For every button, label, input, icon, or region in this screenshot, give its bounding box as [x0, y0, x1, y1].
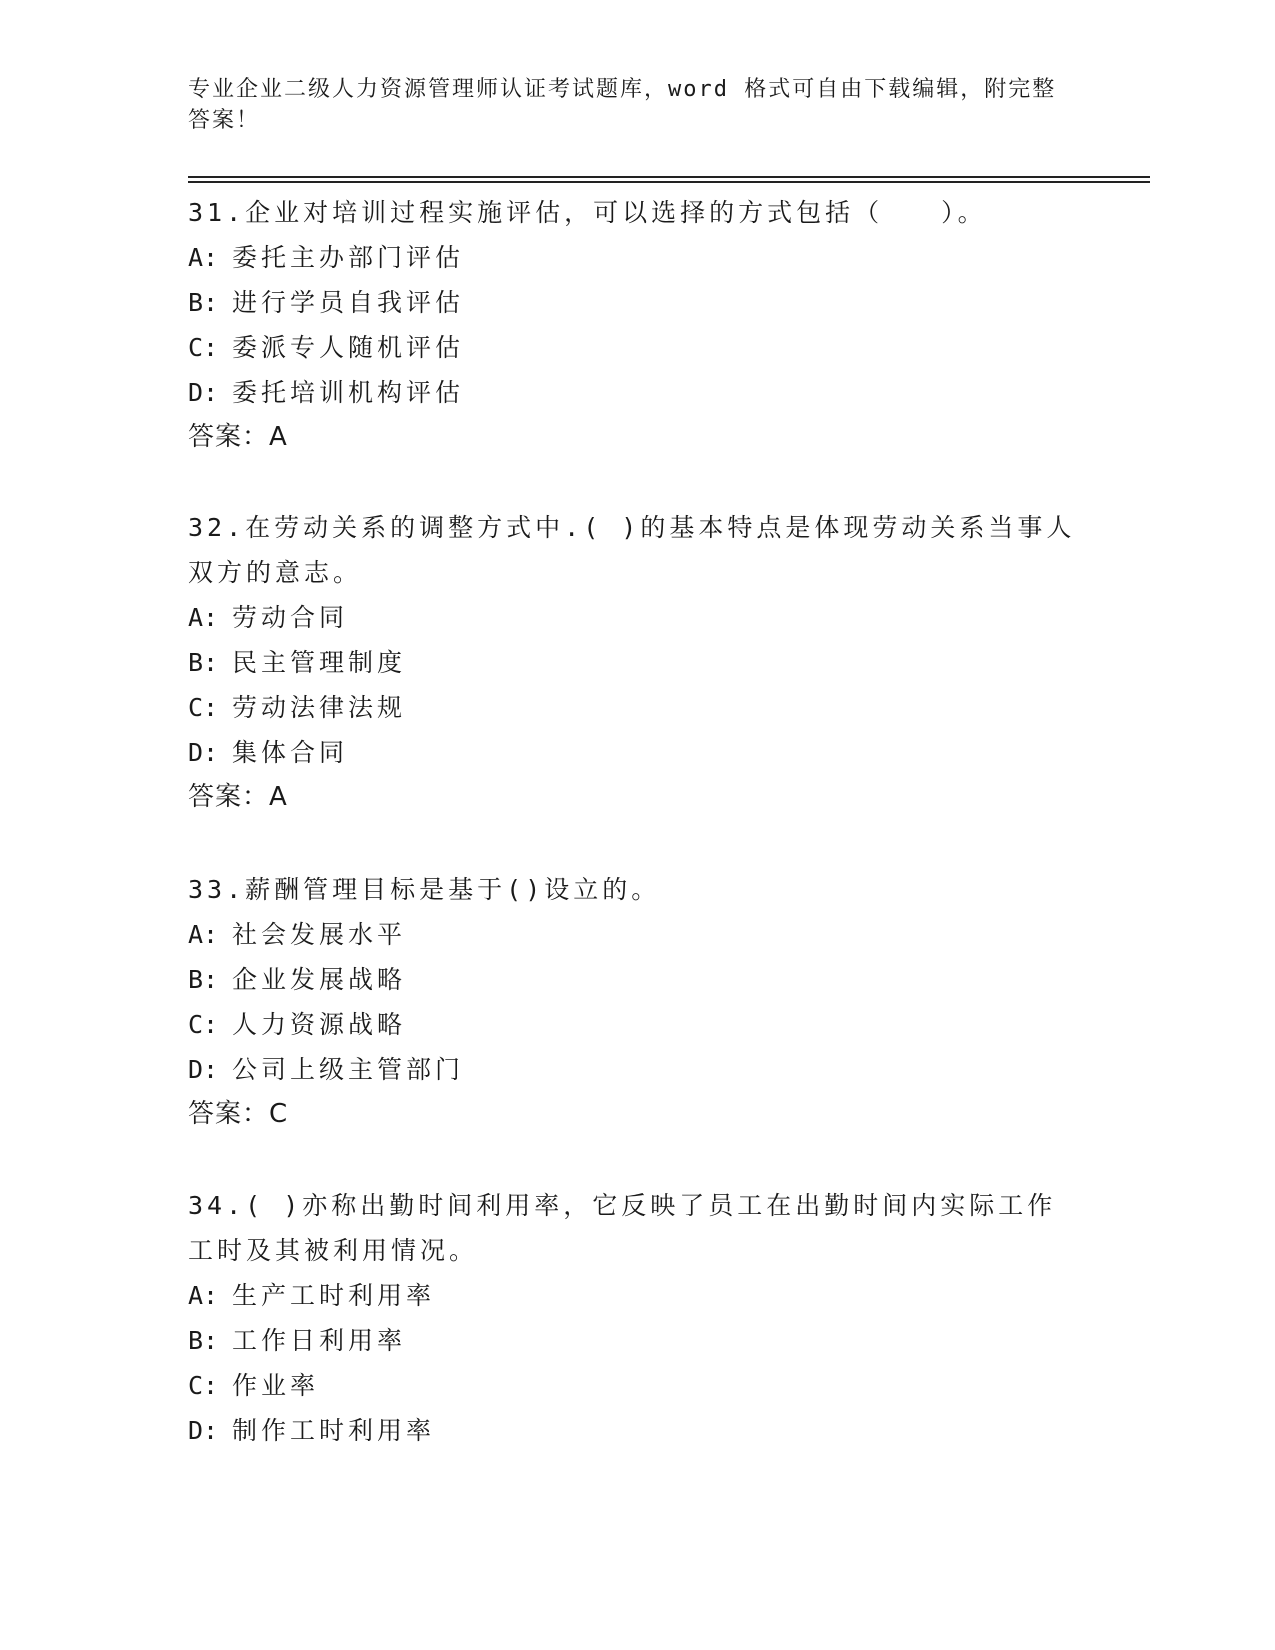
- option-text: 企业发展战略: [232, 965, 407, 994]
- option-a: [188, 595, 1078, 640]
- option-text: 工作日利用率: [232, 1326, 407, 1355]
- option-d: [188, 370, 1078, 415]
- header-divider-top: [188, 176, 1150, 178]
- question-stem: 31.企业对培训过程实施评估，可以选择的方式包括（ ）。: [188, 198, 987, 227]
- option-c: [188, 325, 1078, 370]
- document-header: 专业企业二级人力资源管理师认证考试题库，word 格式可自由下载编辑，附完整答案！: [188, 77, 1057, 133]
- option-a: [188, 1273, 1078, 1318]
- option-letter: B:: [188, 288, 219, 317]
- answer-label: 答案：A: [188, 422, 288, 452]
- option-letter: A:: [188, 243, 219, 272]
- option-letter: C:: [188, 693, 219, 722]
- option-letter: C:: [188, 1010, 219, 1039]
- option-text: 委托主办部门评估: [232, 243, 465, 272]
- option-b: [188, 280, 1078, 325]
- option-a: [188, 235, 1078, 280]
- option-letter: C:: [188, 1371, 219, 1400]
- option-b: [188, 640, 1078, 685]
- option-d: [188, 730, 1078, 775]
- option-a: [188, 912, 1078, 957]
- option-c: [188, 685, 1078, 730]
- question-stem: 33.薪酬管理目标是基于()设立的。: [188, 875, 661, 904]
- option-b: [188, 1318, 1078, 1363]
- option-text: 社会发展水平: [232, 920, 407, 949]
- option-letter: C:: [188, 333, 219, 362]
- option-text: 制作工时利用率: [232, 1416, 436, 1445]
- question-stem: 34.( )亦称出勤时间利用率，它反映了员工在出勤时间内实际工作工时及其被利用情况。: [188, 1191, 1057, 1265]
- option-letter: A:: [188, 603, 219, 632]
- header-divider-bottom: [188, 181, 1150, 183]
- option-text: 民主管理制度: [232, 648, 407, 677]
- option-d: [188, 1047, 1078, 1092]
- option-text: 人力资源战略: [232, 1010, 407, 1039]
- option-letter: D:: [188, 1416, 219, 1445]
- question-31: [188, 190, 1078, 460]
- option-letter: D:: [188, 378, 219, 407]
- option-letter: B:: [188, 1326, 219, 1355]
- option-letter: A:: [188, 1281, 219, 1310]
- option-letter: D:: [188, 738, 219, 767]
- option-letter: D:: [188, 1055, 219, 1084]
- answer-label: 答案：C: [188, 1099, 289, 1129]
- option-text: 委派专人随机评估: [232, 333, 465, 362]
- option-text: 进行学员自我评估: [232, 288, 465, 317]
- option-letter: B:: [188, 648, 219, 677]
- option-b: [188, 957, 1078, 1002]
- option-text: 委托培训机构评估: [232, 378, 465, 407]
- question-stem: 32.在劳动关系的调整方式中.( )的基本特点是体现劳动关系当事人双方的意志。: [188, 513, 1076, 587]
- answer-label: 答案：A: [188, 782, 288, 812]
- option-c: [188, 1363, 1078, 1408]
- option-text: 劳动合同: [232, 603, 349, 632]
- option-text: 生产工时利用率: [232, 1281, 436, 1310]
- option-text: 集体合同: [232, 738, 349, 767]
- option-d: [188, 1408, 1078, 1453]
- question-32: [188, 505, 1078, 820]
- option-text: 公司上级主管部门: [232, 1055, 465, 1084]
- option-text: 劳动法律法规: [232, 693, 407, 722]
- question-33: [188, 867, 1078, 1137]
- option-c: [188, 1002, 1078, 1047]
- question-34: [188, 1183, 1078, 1453]
- option-letter: B:: [188, 965, 219, 994]
- option-text: 作业率: [232, 1371, 320, 1400]
- option-letter: A:: [188, 920, 219, 949]
